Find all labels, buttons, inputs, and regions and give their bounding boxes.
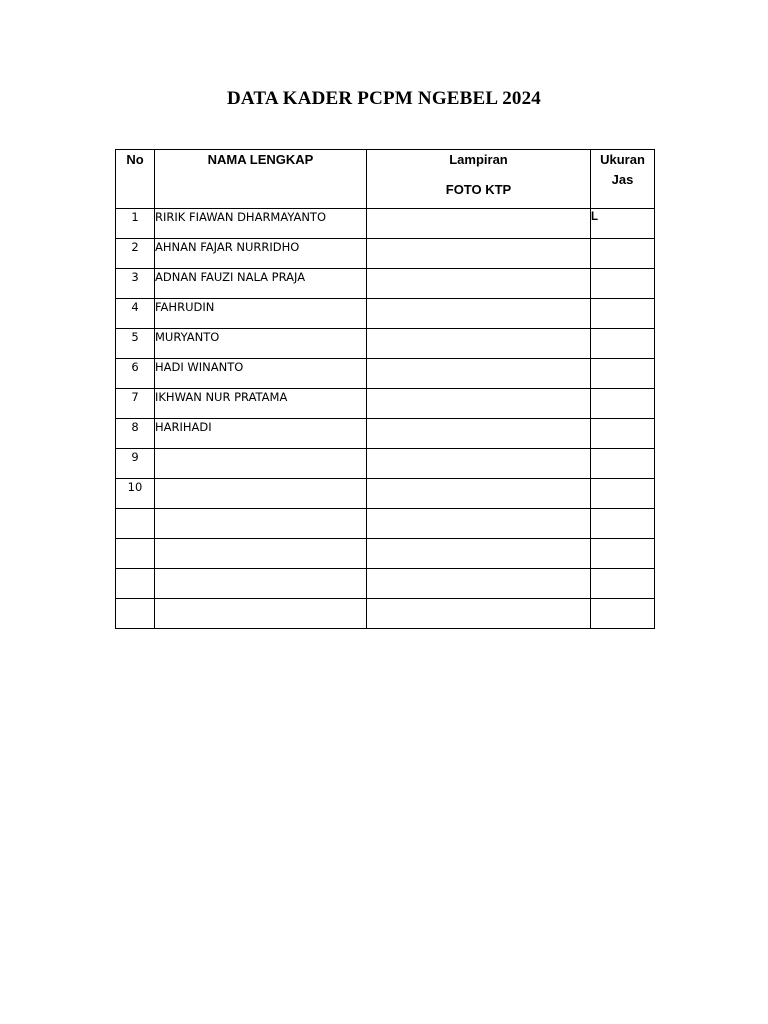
row-number [116,449,155,479]
row-jacket-size [591,419,655,449]
row-attachment [367,419,591,449]
row-jacket-size [591,509,655,539]
row-full-name-text: IKHWAN NUR PRATAMA [155,390,288,404]
row-number-text: 4 [131,300,139,314]
table-row [116,569,655,599]
header-size: Ukuran Jas [591,150,655,209]
row-attachment [367,299,591,329]
row-jacket-size [591,239,655,269]
row-jacket-size [591,479,655,509]
table-header [116,150,655,209]
row-attachment [367,239,591,269]
row-attachment [367,599,591,629]
table-row [116,599,655,629]
row-attachment [367,209,591,239]
row-jacket-size [591,269,655,299]
row-number [116,269,155,299]
row-number [116,419,155,449]
table-row [116,329,655,359]
row-full-name-text: HARIHADI [155,420,212,434]
row-number-text: 10 [127,480,143,494]
table-row [116,449,655,479]
row-number [116,509,155,539]
row-number-text: 8 [131,420,139,434]
header-attachment-line1: Lampiran [449,152,508,167]
row-full-name-text: ADNAN FAUZI NALA PRAJA [155,270,306,284]
table-row [116,269,655,299]
row-number-text: 9 [131,450,139,464]
table-body [116,209,655,629]
row-number-text: 2 [131,240,139,254]
row-number-text: 7 [131,390,139,404]
row-jacket-size [591,389,655,419]
row-jacket-size-text: L [591,211,599,223]
table-row [116,419,655,449]
table-row [116,299,655,329]
row-attachment [367,389,591,419]
row-number-text: 5 [131,330,139,344]
row-full-name [155,599,367,629]
row-jacket-size [591,539,655,569]
row-full-name-text: RIRIK FIAWAN DHARMAYANTO [155,210,327,224]
row-attachment [367,449,591,479]
row-number [116,209,155,239]
row-jacket-size [591,299,655,329]
row-full-name [155,329,367,359]
header-no: No [116,150,155,209]
table-row [116,479,655,509]
table-row [116,509,655,539]
table-row [116,239,655,269]
row-full-name [155,479,367,509]
row-number [116,479,155,509]
row-attachment [367,569,591,599]
row-number-text: 6 [131,360,139,374]
row-full-name [155,359,367,389]
row-number [116,239,155,269]
row-jacket-size [591,359,655,389]
row-number [116,359,155,389]
table-row [116,539,655,569]
row-full-name [155,209,367,239]
row-attachment [367,359,591,389]
row-full-name [155,509,367,539]
cadre-table [115,149,655,629]
row-jacket-size [591,569,655,599]
row-full-name [155,299,367,329]
row-jacket-size [591,209,655,239]
row-jacket-size [591,599,655,629]
row-full-name-text: HADI WINANTO [155,360,244,374]
row-full-name [155,539,367,569]
row-full-name-text: AHNAN FAJAR NURRIDHO [155,240,300,254]
row-full-name [155,269,367,299]
row-jacket-size [591,329,655,359]
row-full-name [155,389,367,419]
row-full-name-text: FAHRUDIN [155,300,215,314]
table-row [116,389,655,419]
row-attachment [367,479,591,509]
header-attachment-line2: FOTO KTP [445,182,512,197]
row-full-name [155,419,367,449]
row-number-text: 1 [131,210,139,224]
row-full-name-text: MURYANTO [155,330,220,344]
header-row [116,150,655,209]
row-attachment [367,269,591,299]
row-jacket-size [591,449,655,479]
row-full-name [155,449,367,479]
row-number [116,299,155,329]
row-number [116,389,155,419]
document-title: DATA KADER PCPM NGEBEL 2024 [227,88,541,109]
header-name: NAMA LENGKAP [155,150,367,209]
row-number [116,539,155,569]
table-row [116,359,655,389]
row-number-text: 3 [131,270,139,284]
header-attachment [367,150,591,209]
row-attachment [367,329,591,359]
row-attachment [367,509,591,539]
row-number [116,569,155,599]
row-full-name [155,569,367,599]
row-number [116,329,155,359]
row-full-name [155,239,367,269]
table-row [116,209,655,239]
row-attachment [367,539,591,569]
row-number [116,599,155,629]
